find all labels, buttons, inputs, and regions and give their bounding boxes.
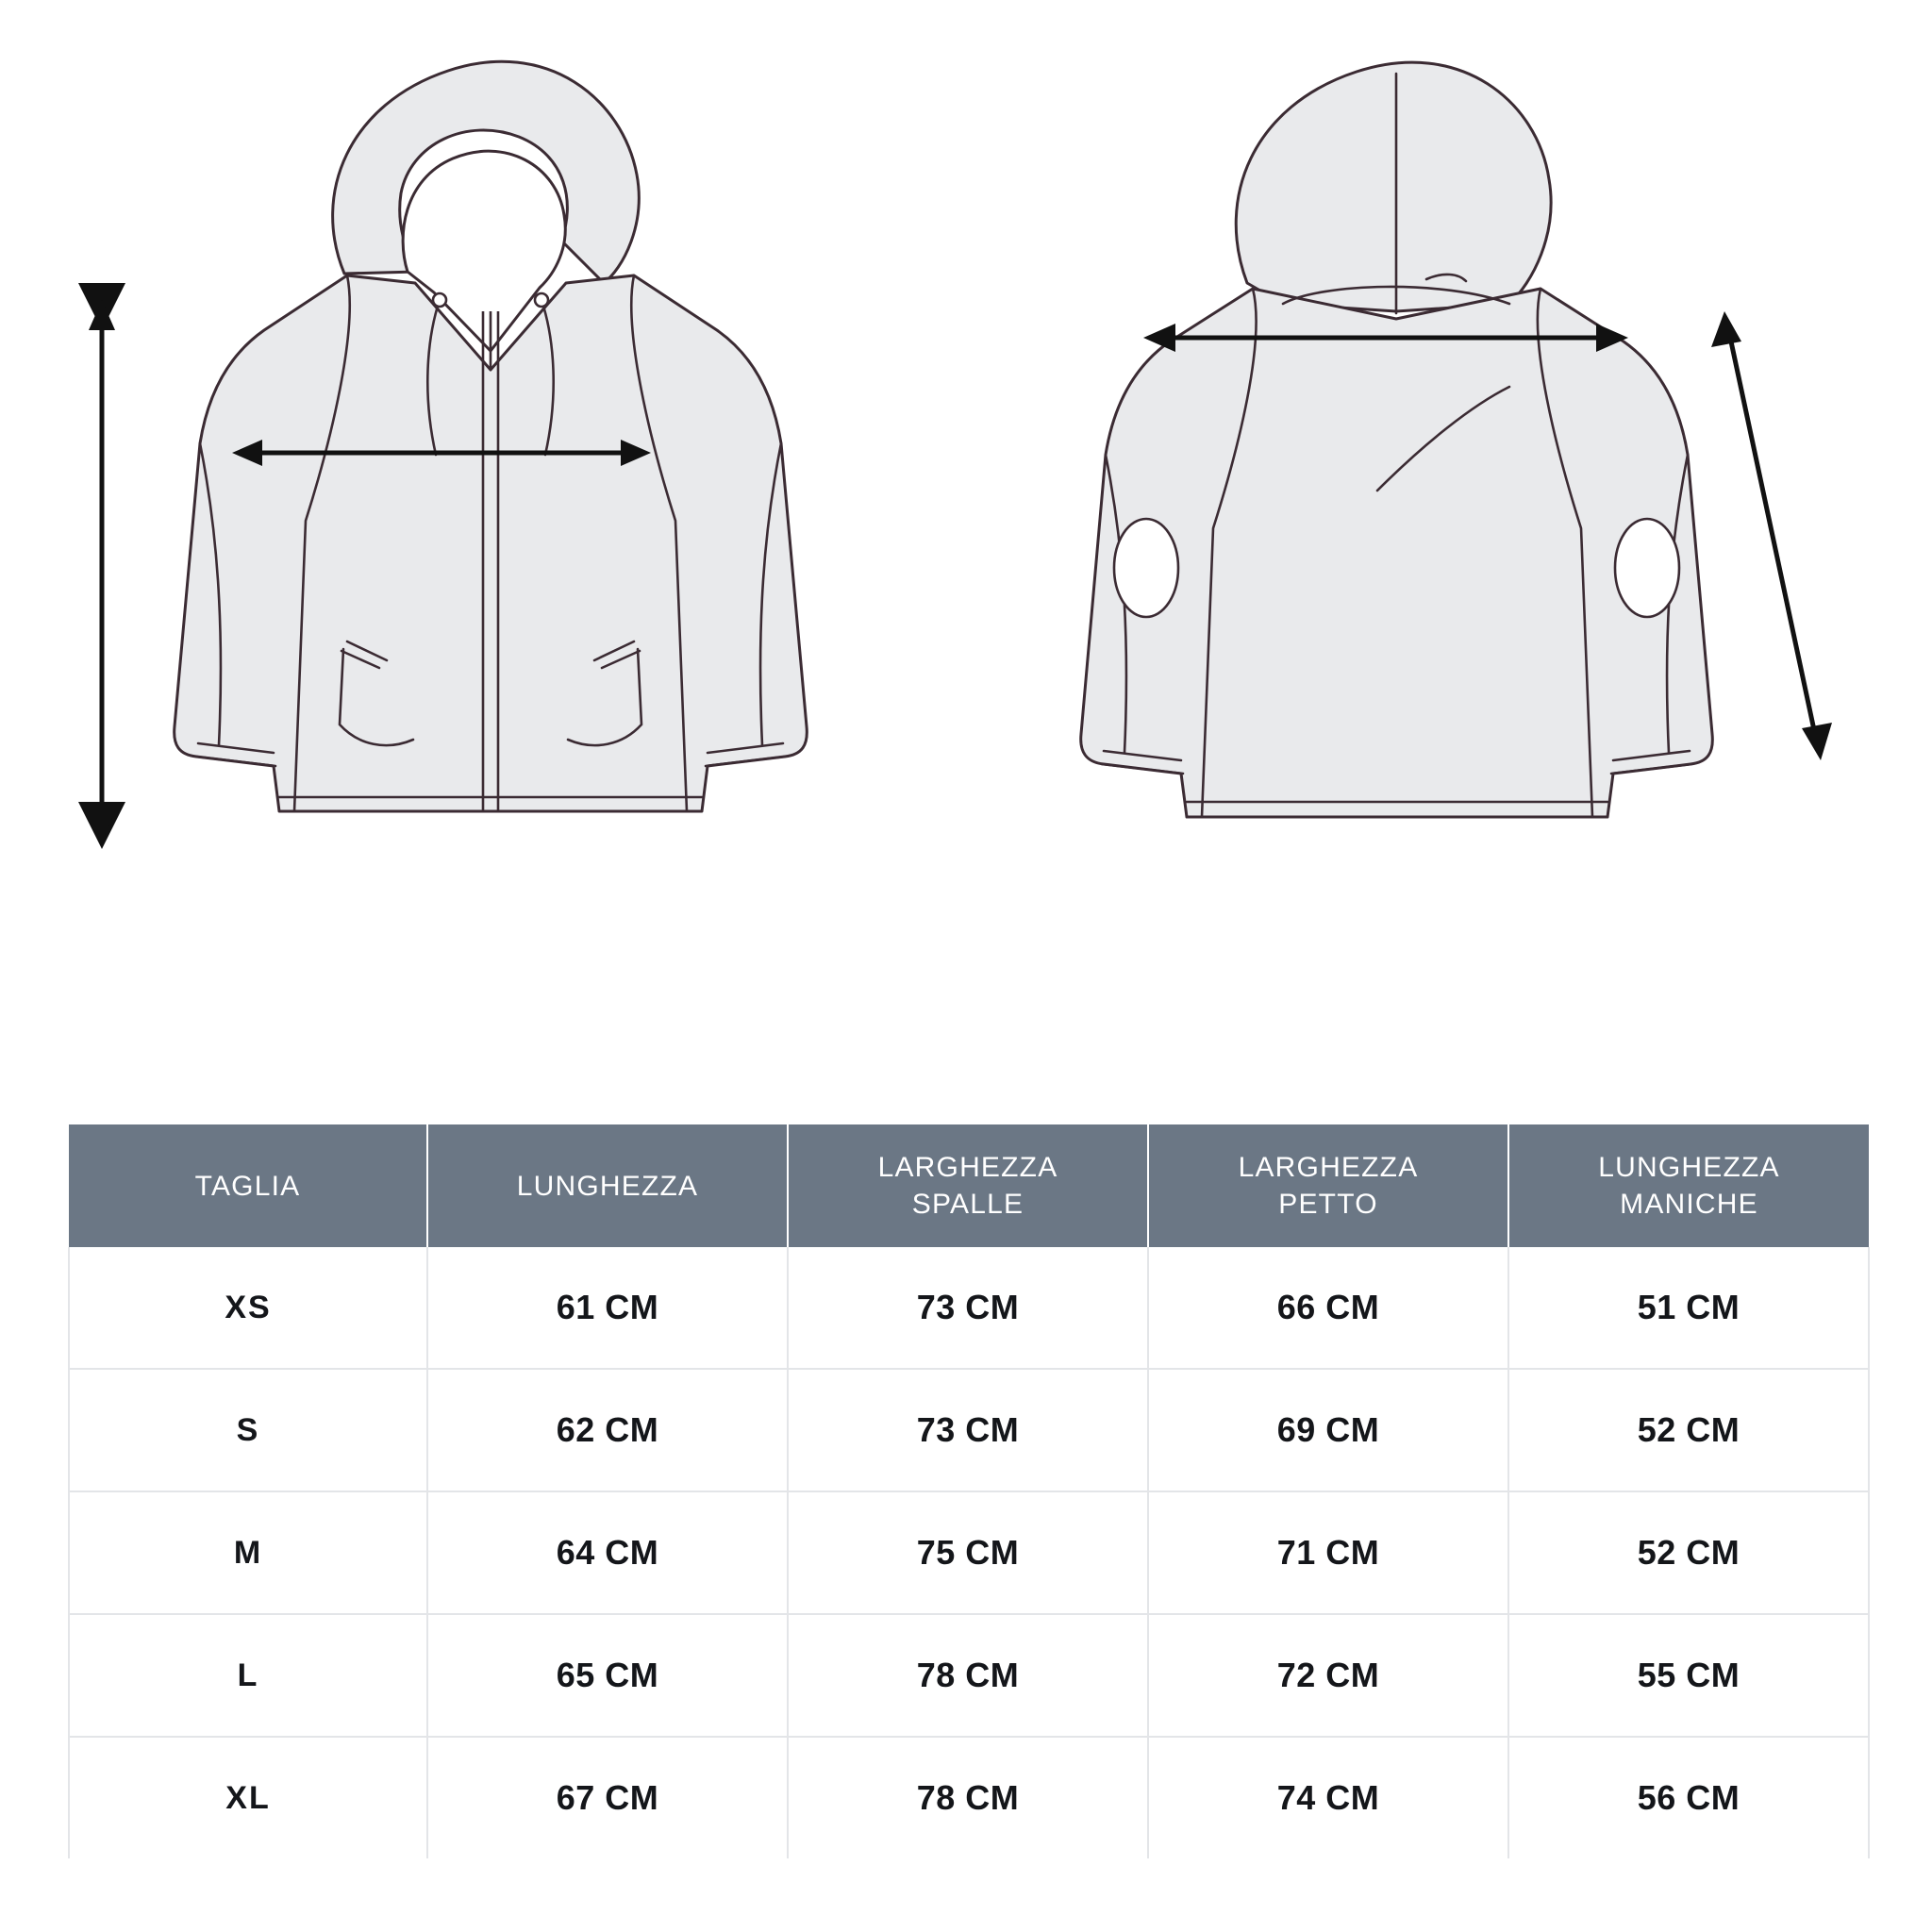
length-arrow-vertical	[89, 300, 115, 841]
header-taglia-line1: TAGLIA	[194, 1170, 301, 1202]
cell-larghezza-spalle: 73 CM	[788, 1247, 1148, 1369]
cell-lunghezza-maniche: 51 CM	[1508, 1247, 1869, 1369]
header-larghezza-petto-line2: PETTO	[1278, 1189, 1378, 1220]
cell-lunghezza: 62 CM	[427, 1369, 788, 1491]
cell-lunghezza: 67 CM	[427, 1737, 788, 1858]
cell-larghezza-petto: 72 CM	[1148, 1614, 1508, 1737]
cell-lunghezza-maniche: 55 CM	[1508, 1614, 1869, 1737]
header-larghezza-spalle	[788, 1124, 1148, 1247]
table-header-row	[69, 1124, 1869, 1247]
size-chart-table	[68, 1124, 1870, 1858]
cell-larghezza-spalle: 78 CM	[788, 1737, 1148, 1858]
table-header	[69, 1124, 1869, 1247]
hoodie-front-technical-drawing	[75, 0, 906, 1108]
cell-lunghezza-maniche: 56 CM	[1637, 1778, 1740, 1817]
table-body	[69, 1247, 1869, 1858]
header-lunghezza-line1: LUNGHEZZA	[516, 1170, 699, 1202]
front-body-outline	[175, 61, 808, 811]
cell-lunghezza-maniche: 52 CM	[1508, 1369, 1869, 1491]
header-larghezza-petto	[1148, 1124, 1508, 1247]
cell-lunghezza: 61 CM	[427, 1247, 788, 1369]
hood-shape-back	[1236, 62, 1551, 311]
cell-larghezza-spalle: 73 CM	[788, 1369, 1148, 1491]
hoodie-back-technical-drawing	[1000, 0, 1868, 1108]
cell-larghezza-spalle: 75 CM	[788, 1491, 1148, 1614]
cell-lunghezza: 65 CM	[427, 1614, 788, 1737]
table-row	[69, 1737, 1869, 1858]
header-larghezza-petto-line1: LARGHEZZA	[1238, 1152, 1419, 1183]
header-lunghezza-maniche-line2: MANICHE	[1620, 1189, 1758, 1220]
cell-larghezza-petto: 69 CM	[1148, 1369, 1508, 1491]
cell-larghezza-petto: 74 CM	[1148, 1737, 1508, 1858]
cell-size: XS	[69, 1247, 427, 1369]
cell-lunghezza-maniche: 52 CM	[1508, 1491, 1869, 1614]
cell-size: S	[69, 1369, 427, 1491]
header-larghezza-spalle-line2: SPALLE	[911, 1189, 1024, 1220]
cell-size: L	[69, 1614, 427, 1737]
table-row	[69, 1369, 1869, 1491]
cell-size: M	[69, 1491, 427, 1614]
header-taglia	[69, 1124, 427, 1247]
cell-lunghezza: 64 CM	[427, 1491, 788, 1614]
header-larghezza-spalle-line1: LARGHEZZA	[877, 1152, 1058, 1183]
cell-larghezza-petto: 71 CM	[1148, 1491, 1508, 1614]
table-row	[69, 1614, 1869, 1737]
table-row	[69, 1247, 1869, 1369]
cell-larghezza-petto: 66 CM	[1148, 1247, 1508, 1369]
header-lunghezza-maniche	[1508, 1124, 1869, 1247]
cell-size: XL	[69, 1737, 427, 1858]
sleeve-length-arrow-diagonal	[1711, 311, 1832, 760]
table-row	[69, 1491, 1869, 1614]
header-lunghezza	[427, 1124, 788, 1247]
cell-larghezza-spalle: 78 CM	[788, 1614, 1148, 1737]
header-lunghezza-maniche-line1: LUNGHEZZA	[1598, 1152, 1780, 1183]
